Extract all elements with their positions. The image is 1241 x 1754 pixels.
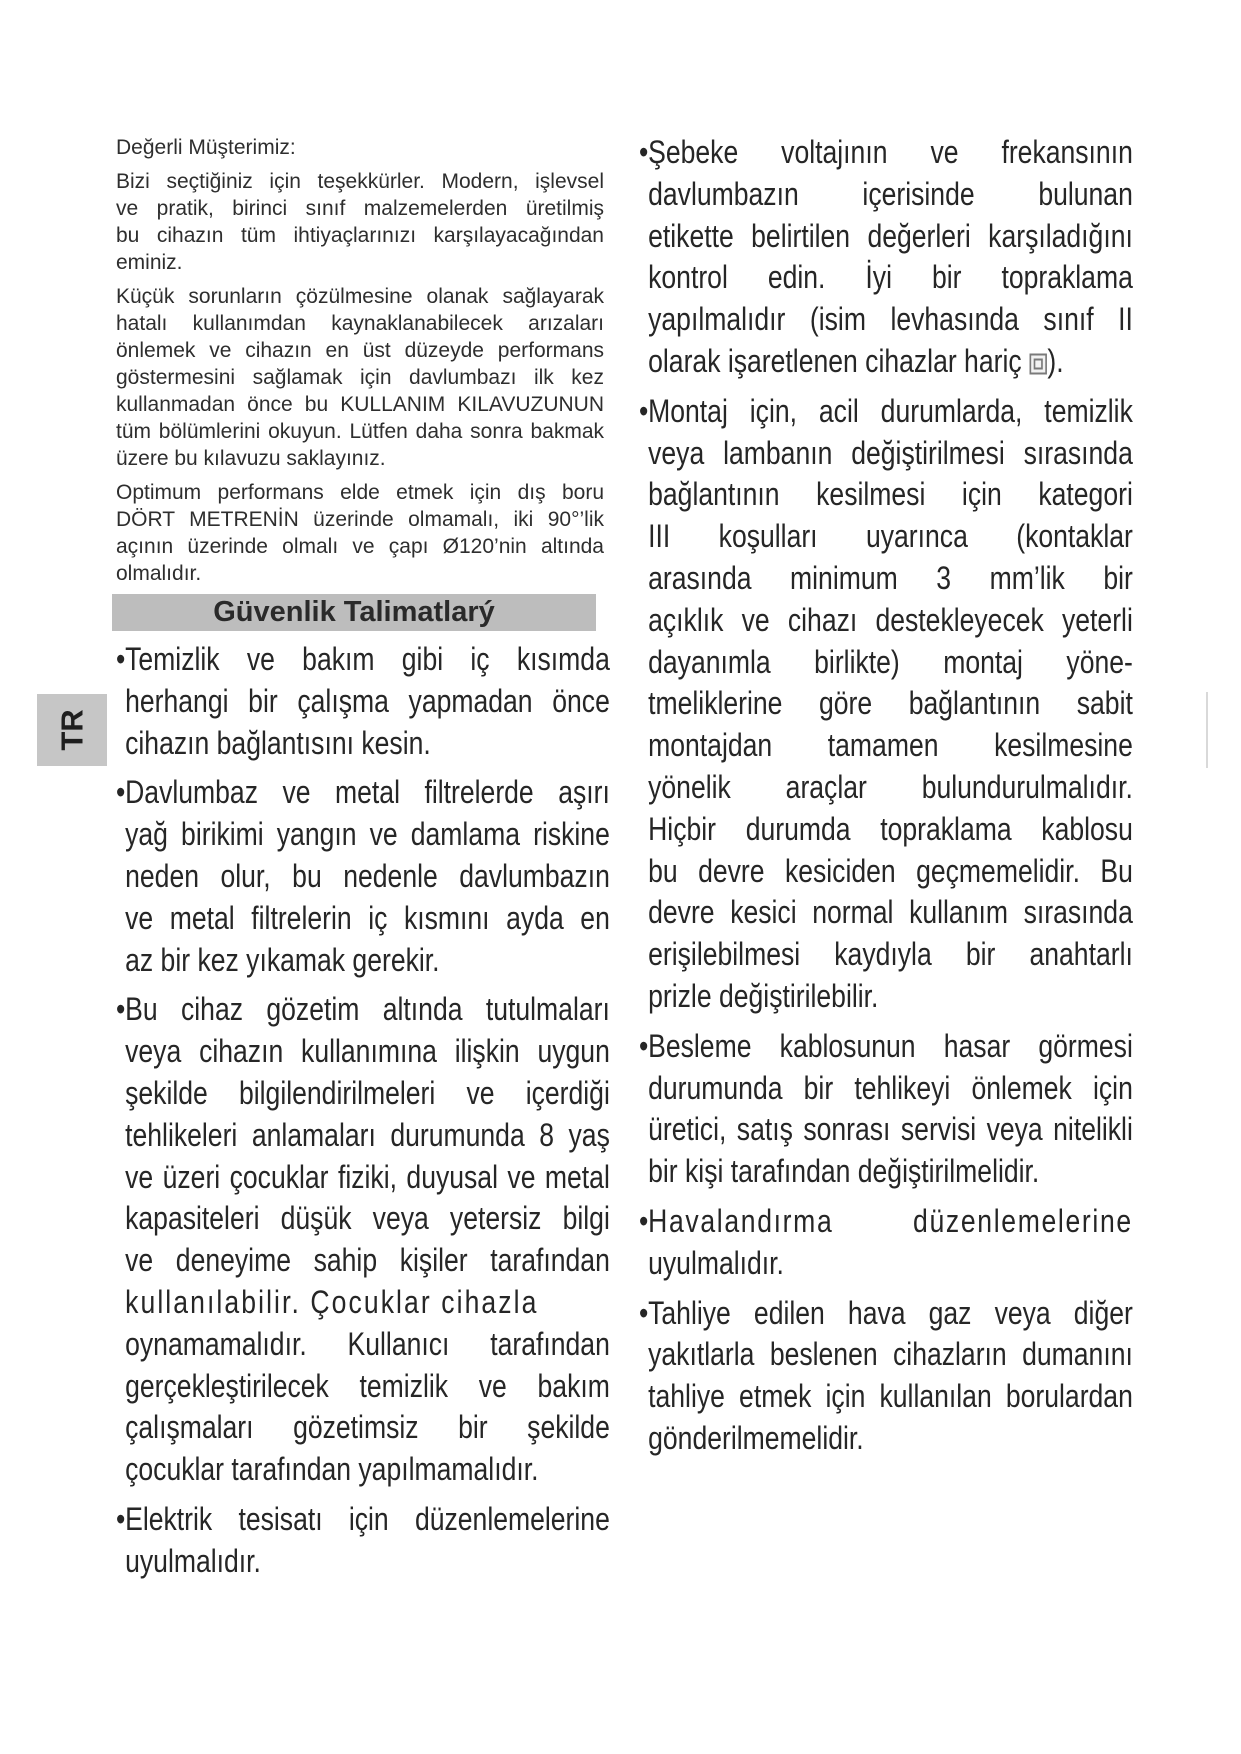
- text-line: tahliye etmek için kullanılan borulardan: [648, 1378, 1133, 1415]
- bullet-point: •: [639, 1027, 649, 1064]
- bullet-point: •: [639, 1202, 649, 1239]
- text-line: üzere bu kılavuzu saklayınız.: [116, 447, 386, 470]
- text-line: dayanımla birlikte) montaj yöne-: [648, 643, 1133, 680]
- text-line: olmalıdır.: [116, 562, 202, 585]
- text-line: Temizlik ve bakım gibi iç kısımda: [125, 641, 610, 677]
- text-line: Küçük sorunların çözülmesine olanak sağlayarak: [116, 285, 604, 308]
- safety-instruction: [639, 132, 1133, 383]
- text-line: eminiz.: [116, 251, 183, 274]
- text-line: şekilde bilgilendirilmeleri ve içerdiği: [125, 1074, 610, 1111]
- bullet-point: •: [116, 641, 126, 677]
- text-line: çalışmaları gözetimsiz bir şekilde: [125, 1409, 610, 1446]
- text-line: bu cihazın tüm ihtiyaçlarınızı karşılayacağından: [116, 224, 604, 247]
- bullet-point: •: [639, 134, 649, 170]
- text-line: ve deneyime sahip kişiler tarafından: [125, 1242, 610, 1279]
- safety-instruction: [639, 1026, 1133, 1193]
- text-line: gerçekleştirilecek temizlik ve bakım: [125, 1367, 610, 1404]
- text-line: montajdan tamamen kesilmesine: [648, 727, 1133, 764]
- text-line: yönelik araçlar bulundurulmalıdır.: [648, 768, 1133, 805]
- text-line: yapılmalıdır (isim levhasında sınıf II: [648, 301, 1133, 338]
- text-line: uyulmalıdır.: [125, 1542, 261, 1579]
- safety-instruction: [116, 772, 610, 981]
- safety-instruction: [639, 1293, 1133, 1460]
- text-line: açının üzerinde olmalı ve çapı Ø120’nin altında: [116, 535, 604, 558]
- text-line: yağ birikimi yangın ve damlama riskine: [125, 816, 610, 853]
- class-ii-symbol-icon: [1029, 353, 1047, 375]
- safety-instruction: [639, 1201, 1133, 1285]
- text-line: Hiçbir durumda topraklama kablosu: [648, 810, 1133, 847]
- text-line: veya cihazın kullanımına ilişkin uygun: [125, 1033, 610, 1070]
- text-line: herhangi bir çalışma yapmadan önce: [125, 682, 610, 719]
- text-line: hatalı kullanımdan kaynaklanabilecek arızaları: [116, 312, 604, 335]
- safety-instruction: [116, 1499, 610, 1583]
- text-line: Optimum performans elde etmek için dış boru: [116, 481, 604, 504]
- text-line: açıklık ve cihazı destekleyecek yeterli: [648, 601, 1133, 638]
- text-line: neden olur, bu nedenle davlumbazın: [125, 857, 610, 894]
- intro-paragraph: [116, 479, 604, 587]
- text-line: DÖRT METRENİN üzerinde olmamalı, iki 90°’lik: [116, 508, 604, 531]
- text-line: kontrol edin. İyi bir topraklama: [648, 259, 1133, 296]
- text-line: bağlantının kesilmesi için kategori: [648, 476, 1133, 513]
- text-line: gönderilmemelidir.: [648, 1419, 864, 1456]
- language-tab-label: TR: [54, 709, 90, 751]
- text-line: Elektrik tesisatı için düzenlemelerine: [125, 1500, 610, 1537]
- text-line: kullanılabilir. Çocuklar cihazla: [125, 1283, 539, 1320]
- bullet-point: •: [116, 991, 126, 1028]
- text-line: Besleme kablosunun hasar görmesi: [648, 1027, 1133, 1064]
- text-line: arasında minimum 3 mm’lik bir: [648, 559, 1133, 596]
- text-line: ve üzeri çocuklar fiziki, duyusal ve metal: [125, 1158, 610, 1195]
- text-line: veya lambanın değiştirilmesi sırasında: [648, 434, 1133, 471]
- text-line: yakıtlarla beslenen cihazların dumanını: [648, 1336, 1133, 1373]
- text-line: kullanmadan önce bu KULLANIM KILAVUZUNUN: [116, 393, 604, 416]
- safety-instruction: [116, 639, 610, 764]
- text-segment: olarak işaretlenen cihazlar hariç: [648, 342, 1022, 379]
- text-line: tmeliklerine göre bağlantının sabit: [648, 685, 1133, 722]
- text-line: III koşulları uyarınca (kontaklar: [648, 518, 1133, 555]
- greeting: Değerli Müşterimiz:: [116, 136, 296, 159]
- text-line: durumunda bir tehlikeyi önlemek için: [648, 1069, 1133, 1106]
- safety-column-left: [116, 639, 610, 1591]
- text-line: tüm bölümlerini okuyun. Lütfen daha sonra bakmak: [116, 420, 604, 443]
- text-segment: ).: [1047, 342, 1064, 379]
- text-line: etikette belirtilen değerleri karşıladığını: [648, 217, 1133, 254]
- safety-instruction: [639, 391, 1133, 1018]
- text-line: çocuklar tarafından yapılmamalıdır.: [125, 1451, 539, 1488]
- text-line: erişilebilmesi kaydıyla bir anahtarlı: [648, 936, 1133, 973]
- text-line: Bizi seçtiğiniz için teşekkürler. Modern, işlevsel: [116, 170, 604, 193]
- text-line: Davlumbaz ve metal filtrelerde aşırı: [125, 774, 610, 811]
- text-line: cihazın bağlantısını kesin.: [125, 724, 431, 761]
- text-line: prizle değiştirilebilir.: [648, 977, 879, 1014]
- intro-paragraph: [116, 168, 604, 276]
- text-line: ve metal filtrelerin iç kısmını ayda en: [125, 899, 610, 936]
- text-line: kapasiteleri düşük veya yetersiz bilgi: [125, 1200, 610, 1237]
- intro-section: [116, 134, 604, 594]
- text-line: oynamamalıdır. Kullanıcı tarafından: [125, 1325, 610, 1362]
- bullet-point: •: [639, 392, 649, 429]
- text-line: devre kesici normal kullanım sırasında: [648, 894, 1133, 931]
- safety-column-right: [639, 132, 1133, 1468]
- section-heading-safety: Güvenlik Talimatlarý: [112, 594, 596, 631]
- text-line: Şebeke voltajının ve frekansının: [648, 134, 1133, 170]
- text-line: davlumbazın içerisinde bulunan: [648, 175, 1133, 212]
- text-line: az bir kez yıkamak gerekir.: [125, 941, 440, 978]
- text-line: Montaj için, acil durumlarda, temizlik: [648, 392, 1133, 429]
- intro-paragraph: [116, 283, 604, 472]
- text-line: Bu cihaz gözetim altında tutulmaları: [125, 991, 610, 1028]
- page-edge-mark: [1206, 692, 1208, 768]
- text-line: ve pratik, birinci sınıf malzemelerden üretilmiş: [116, 197, 604, 220]
- text-line: Havalandırma düzenlemelerine: [648, 1202, 1133, 1239]
- text-line: tehlikeleri anlamaları durumunda 8 yaş: [125, 1116, 610, 1153]
- bullet-point: •: [639, 1294, 649, 1331]
- text-line: üretici, satış sonrası servisi veya nitelikli: [648, 1111, 1133, 1148]
- bullet-point: •: [116, 774, 126, 811]
- bullet-point: •: [116, 1500, 126, 1537]
- safety-instruction: [116, 989, 610, 1491]
- text-line: [648, 341, 1133, 383]
- text-line: önlemek ve cihazın en üst düzeyde performans: [116, 339, 604, 362]
- text-line: göstermesini sağlamak için davlumbazı ilk kez: [116, 366, 604, 389]
- text-line: Tahliye edilen hava gaz veya diğer: [648, 1294, 1133, 1331]
- language-tab: [37, 694, 107, 766]
- text-line: uyulmalıdır.: [648, 1244, 784, 1281]
- text-line: bir kişi tarafından değiştirilmelidir.: [648, 1153, 1040, 1190]
- text-line: bu devre kesiciden geçmemelidir. Bu: [648, 852, 1133, 889]
